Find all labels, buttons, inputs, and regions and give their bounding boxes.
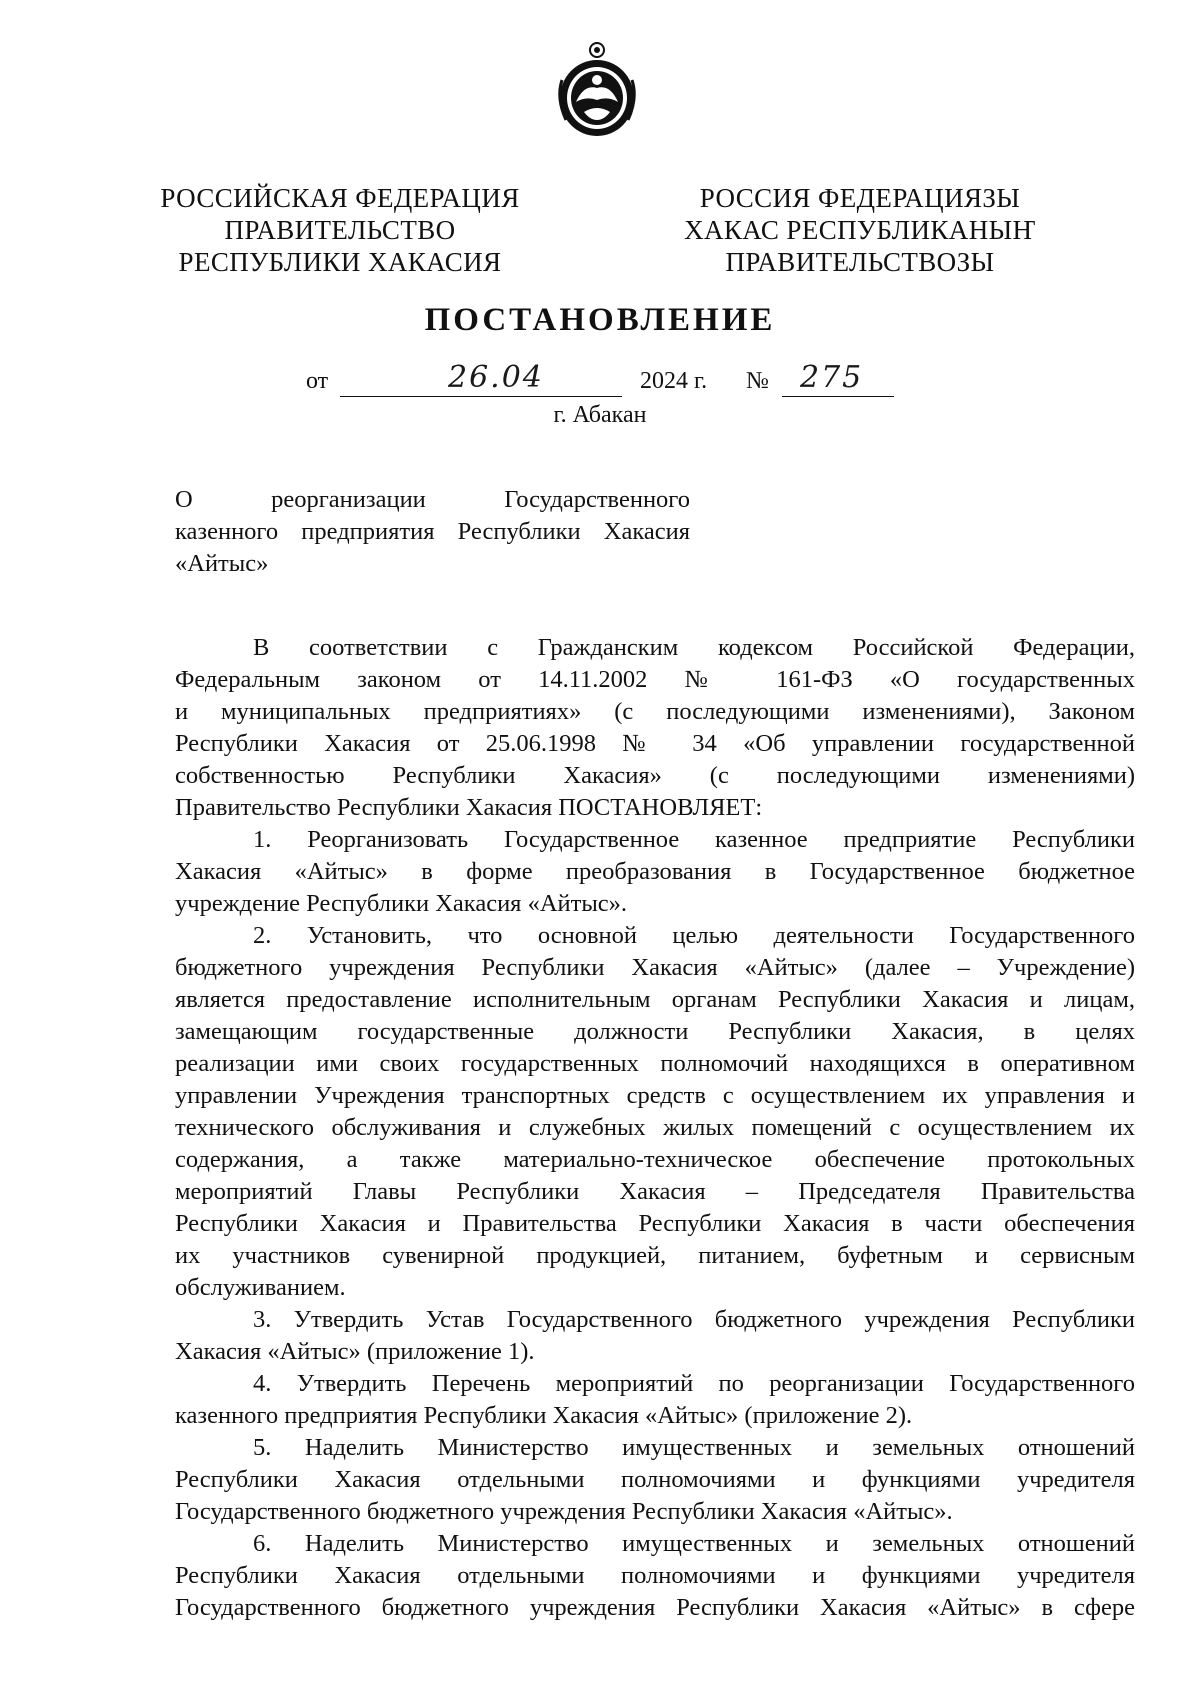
city-label: г. Абакан bbox=[553, 402, 647, 428]
subject-line: О реорганизации Государственного bbox=[175, 486, 690, 513]
body-line: Хакасия «Айтыс» в форме преобразования в Государственное бюджетное bbox=[175, 858, 1135, 885]
body-line: В соответствии с Гражданским кодексом Российской Федерации, bbox=[253, 634, 1135, 661]
body-line: Федеральным законом от 14.11.2002 № 161-ФЗ «О государственных bbox=[175, 666, 1135, 693]
body-line: и муниципальных предприятиях» (с последующими изменениями), Законом bbox=[175, 698, 1135, 725]
body-line: Государственного бюджетного учреждения Республики Хакасия «Айтыс» в сфере bbox=[175, 1594, 1135, 1621]
body-line: собственностью Республики Хакасия» (с последующими изменениями) bbox=[175, 762, 1135, 789]
body-line: 2. Установить, что основной целью деятельности Государственного bbox=[253, 922, 1135, 949]
body-line: бюджетного учреждения Республики Хакасия «Айтыс» (далее – Учреждение) bbox=[175, 954, 1135, 981]
document-body bbox=[175, 632, 1135, 1624]
header-left-line: ПРАВИТЕЛЬСТВО bbox=[224, 215, 456, 245]
body-line: Республики Хакасия от 25.06.1998 № 34 «Об управлении государственной bbox=[175, 730, 1135, 757]
number-underline bbox=[782, 396, 894, 397]
body-line: содержания, а также материально-техническое обеспечение протокольных bbox=[175, 1146, 1135, 1173]
body-line: Республики Хакасия и Правительства Республики Хакасия в части обеспечения bbox=[175, 1210, 1135, 1237]
body-line: 5. Наделить Министерство имущественных и земельных отношений bbox=[253, 1434, 1135, 1461]
year-label: 2024 г. bbox=[640, 368, 708, 394]
body-line: управлении Учреждения транспортных средств с осуществлением их управления и bbox=[175, 1082, 1135, 1109]
header-left-line: РЕСПУБЛИКИ ХАКАСИЯ bbox=[178, 247, 502, 277]
header-right-line: РОССИЯ ФЕДЕРАЦИЯЗЫ bbox=[699, 183, 1021, 213]
subject-line: «Айтыс» bbox=[175, 550, 269, 577]
body-line: 6. Наделить Министерство имущественных и земельных отношений bbox=[253, 1530, 1135, 1557]
body-line: мероприятий Главы Республики Хакасия – Председателя Правительства bbox=[175, 1178, 1135, 1205]
number-label: № bbox=[746, 368, 769, 394]
handwritten-number: 275 bbox=[800, 360, 864, 395]
body-line: Правительство Республики Хакасия ПОСТАНОВЛЯЕТ: bbox=[175, 794, 763, 821]
document-title: ПОСТАНОВЛЕНИЕ bbox=[424, 302, 776, 338]
subject-block bbox=[175, 484, 690, 580]
header-right-line: ПРАВИТЕЛЬСТВОЗЫ bbox=[725, 247, 995, 277]
body-line: их участников сувенирной продукцией, питанием, буфетным и сервисным bbox=[175, 1242, 1135, 1269]
date-number-line bbox=[0, 362, 1200, 402]
header-right-block bbox=[680, 182, 1040, 278]
body-line: казенного предприятия Республики Хакасия «Айтыс» (приложение 2). bbox=[175, 1402, 913, 1429]
from-label: от bbox=[306, 368, 329, 394]
body-line: Республики Хакасия отдельными полномочиями и функциями учредителя bbox=[175, 1466, 1135, 1493]
body-line: Республики Хакасия отдельными полномочиями и функциями учредителя bbox=[175, 1562, 1135, 1589]
handwritten-date: 26.04 bbox=[448, 360, 544, 395]
body-line: является предоставление исполнительным органам Республики Хакасия и лицам, bbox=[175, 986, 1135, 1013]
body-line: замещающим государственные должности Республики Хакасия, в целях bbox=[175, 1018, 1135, 1045]
body-line: Государственного бюджетного учреждения Республики Хакасия «Айтыс». bbox=[175, 1498, 953, 1525]
header-right-line: ХАКАС РЕСПУБЛИКАНЫҤ bbox=[684, 215, 1036, 245]
header-left-line: РОССИЙСКАЯ ФЕДЕРАЦИЯ bbox=[160, 183, 520, 213]
body-line: учреждение Республики Хакасия «Айтыс». bbox=[175, 890, 628, 917]
body-line: технического обслуживания и служебных жилых помещений с осуществлением их bbox=[175, 1114, 1135, 1141]
body-line: 4. Утвердить Перечень мероприятий по реорганизации Государственного bbox=[253, 1370, 1135, 1397]
body-line: 3. Утвердить Устав Государственного бюджетного учреждения Республики bbox=[253, 1306, 1135, 1333]
body-line: 1. Реорганизовать Государственное казенное предприятие Республики bbox=[253, 826, 1135, 853]
header-left-block bbox=[160, 182, 520, 278]
body-line: обслуживанием. bbox=[175, 1274, 346, 1301]
body-line: Хакасия «Айтыс» (приложение 1). bbox=[175, 1338, 535, 1365]
date-underline bbox=[340, 396, 622, 397]
khakassia-coat-of-arms-icon bbox=[554, 40, 640, 140]
subject-line: казенного предприятия Республики Хакасия bbox=[175, 518, 690, 545]
body-line: реализации ими своих государственных полномочий находящихся в оперативном bbox=[175, 1050, 1135, 1077]
